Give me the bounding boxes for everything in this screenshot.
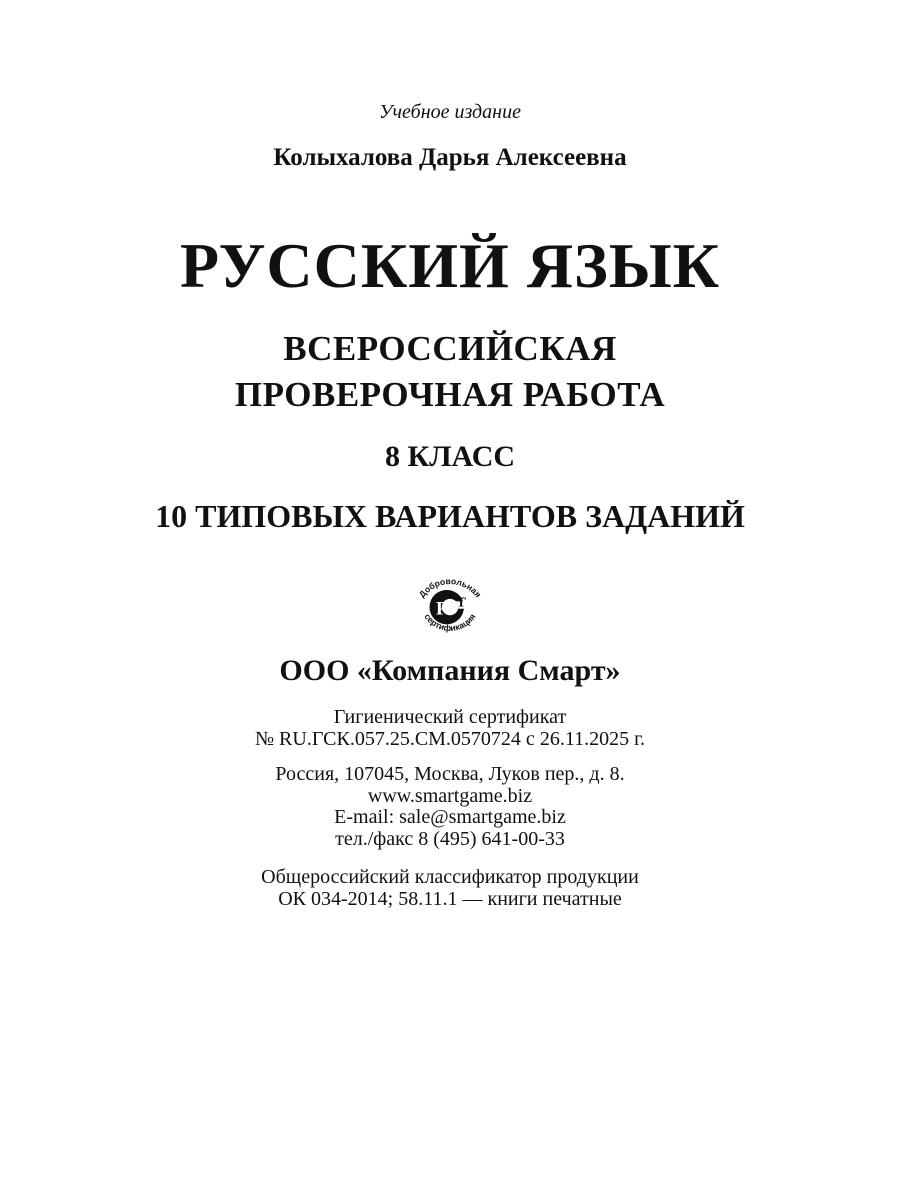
hygiene-certificate-block xyxy=(0,706,900,750)
publisher-address: Россия, 107045, Москва, Луков пер., д. 8. xyxy=(275,763,625,785)
book-subtitle xyxy=(0,326,900,418)
subtitle-line-1: ВСЕРОССИЙСКАЯ xyxy=(283,329,617,368)
rst-certification-icon xyxy=(409,562,491,644)
contact-block xyxy=(0,764,900,850)
book-title: РУССКИЙ ЯЗЫК xyxy=(179,230,721,301)
logo-letter-p: Р xyxy=(436,598,448,620)
certification-logo-container xyxy=(0,562,900,644)
subtitle-line-2: ПРОВЕРОЧНАЯ РАБОТА xyxy=(234,375,666,414)
certificate-title: Гигиенический сертификат xyxy=(333,706,567,728)
publisher-email: E-mail: sale@smartgame.biz xyxy=(334,806,566,828)
logo-letter-t: Т xyxy=(456,595,466,611)
publisher-website: www.smartgame.biz xyxy=(367,784,533,807)
publisher-name: ООО «Компания Смарт» xyxy=(279,654,621,687)
classifier-title: Общероссийский классификатор продукции xyxy=(261,866,639,888)
edition-note: Учебное издание xyxy=(379,101,521,123)
author-name: Колыхалова Дарья Алексеевна xyxy=(273,144,627,171)
classifier-block xyxy=(0,866,900,910)
logo-arc-top-text: Добровольная xyxy=(416,575,484,600)
logo-arc-bottom-text: сертификация xyxy=(422,611,478,634)
variants-line: 10 ТИПОВЫХ ВАРИАНТОВ ЗАДАНИЙ xyxy=(155,498,745,534)
grade-line: 8 КЛАСС xyxy=(384,440,516,473)
certificate-number: № RU.ГСК.057.25.СМ.0570724 с 26.11.2025 г. xyxy=(254,728,646,750)
publisher-phone: тел./факс 8 (495) 641-00-33 xyxy=(335,827,565,850)
classifier-code: ОК 034-2014; 58.11.1 — книги печатные xyxy=(278,888,622,910)
